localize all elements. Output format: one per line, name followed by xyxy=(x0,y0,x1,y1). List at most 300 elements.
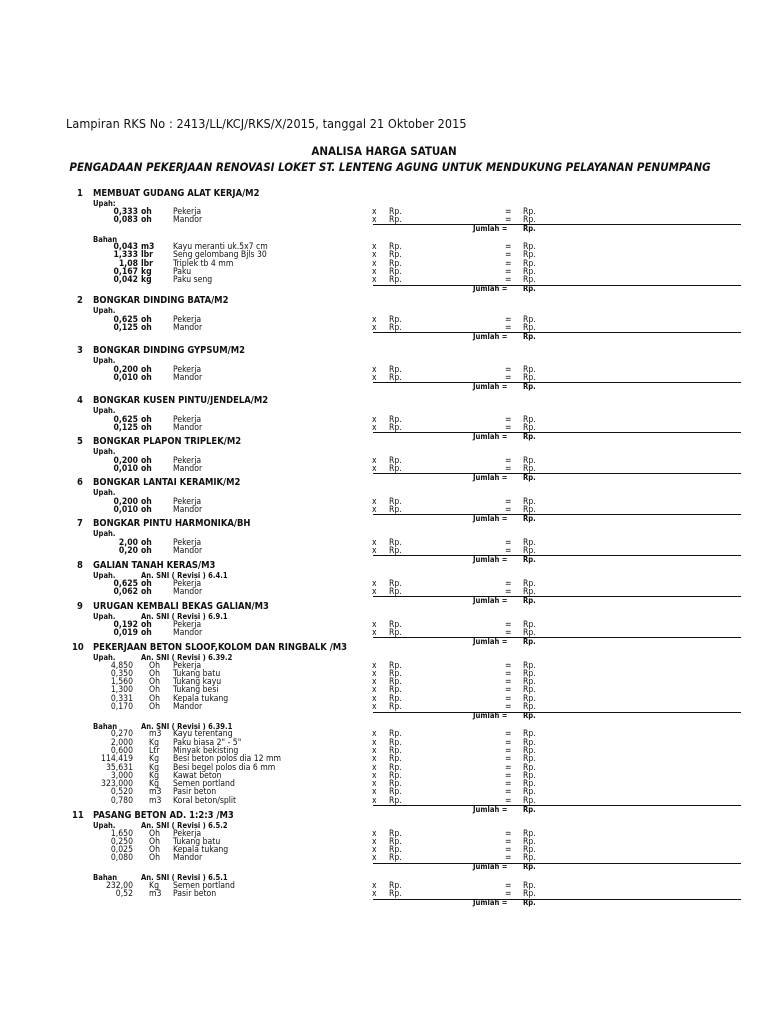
currency-label: Rp. xyxy=(389,754,402,765)
item-quantity: 0,025 xyxy=(110,845,133,856)
times-symbol: x xyxy=(372,845,377,856)
equals-symbol: = xyxy=(505,668,512,679)
currency-label: Rp. xyxy=(389,496,402,507)
total-label: Jumlah = xyxy=(473,284,508,294)
item-quantity: 1,300 xyxy=(110,685,133,696)
item-description: Pekerja xyxy=(173,414,202,425)
item-description: Pasir beton xyxy=(173,787,217,798)
currency-label: Rp. xyxy=(389,787,402,798)
item-description: Besi begel polos dia 6 mm xyxy=(173,762,276,773)
item-quantity: 1,650 xyxy=(110,828,133,839)
item-quantity: 1,08 xyxy=(118,258,138,269)
times-symbol: x xyxy=(372,214,377,225)
currency-label: Rp. xyxy=(389,314,402,325)
item-description: Tukang besi xyxy=(173,685,219,696)
currency-label: Rp. xyxy=(523,804,536,814)
currency-label: Rp. xyxy=(389,828,402,839)
section-title: URUGAN KEMBALI BEKAS GALIAN/M3 xyxy=(93,601,269,612)
times-symbol: x xyxy=(372,267,377,277)
currency-label: Rp. xyxy=(523,693,536,704)
currency-label: Rp. xyxy=(523,250,536,261)
sni-reference: An. SNI ( Revisi ) 6.39.2 xyxy=(141,653,233,662)
item-quantity: 0,20 xyxy=(118,545,138,556)
currency-label: Rp. xyxy=(523,779,536,790)
item-unit: Kg xyxy=(149,880,159,891)
equals-symbol: = xyxy=(505,267,512,277)
total-label: Jumlah = xyxy=(473,862,508,872)
equals-symbol: = xyxy=(505,889,512,899)
currency-label: Rp. xyxy=(389,242,402,253)
times-symbol: x xyxy=(372,414,377,425)
item-quantity: 0,270 xyxy=(110,729,133,740)
item-quantity: 0,520 xyxy=(110,787,133,798)
currency-label: Rp. xyxy=(523,545,536,556)
item-description: Pekerja xyxy=(173,455,202,466)
equals-symbol: = xyxy=(505,578,512,589)
item-description: Paku biasa 2" - 5" xyxy=(173,737,242,748)
currency-label: Rp. xyxy=(389,770,402,781)
sni-reference: An. SNI ( Revisi ) 6.4.1 xyxy=(141,571,228,580)
currency-label: Rp. xyxy=(523,636,536,646)
currency-label: Rp. xyxy=(523,619,536,630)
times-symbol: x xyxy=(372,693,377,704)
currency-label: Rp. xyxy=(389,702,402,712)
item-quantity: 1,333 xyxy=(113,250,138,261)
item-unit: oh xyxy=(141,455,152,466)
item-description: Kayu terentang xyxy=(173,729,233,740)
sum-line xyxy=(373,514,741,515)
item-quantity: 0,083 xyxy=(113,214,138,225)
sum-line xyxy=(373,805,741,806)
item-unit: Kg xyxy=(149,779,159,790)
currency-label: Rp. xyxy=(389,845,402,856)
currency-label: Rp. xyxy=(523,770,536,781)
section-title: BONGKAR LANTAI KERAMIK/M2 xyxy=(93,477,241,488)
equals-symbol: = xyxy=(505,745,512,756)
item-unit: Oh xyxy=(149,836,160,847)
item-unit: oh xyxy=(141,578,152,589)
item-quantity: 0,192 xyxy=(113,619,138,630)
item-quantity: 3,000 xyxy=(110,770,133,781)
item-unit: oh xyxy=(141,314,152,325)
item-description: Pekerja xyxy=(173,578,202,589)
times-symbol: x xyxy=(372,258,377,269)
item-quantity: 0,125 xyxy=(113,322,138,333)
item-unit: Kg xyxy=(149,737,159,748)
currency-label: Rp. xyxy=(389,372,402,383)
times-symbol: x xyxy=(372,250,377,261)
currency-label: Rp. xyxy=(523,897,536,907)
section-title: PASANG BETON AD. 1:2:3 /M3 xyxy=(93,810,234,821)
item-quantity: 0,200 xyxy=(113,496,138,507)
item-unit: Oh xyxy=(149,685,160,696)
equals-symbol: = xyxy=(505,242,512,253)
item-unit: Oh xyxy=(149,677,160,688)
currency-label: Rp. xyxy=(523,889,536,899)
item-description: Pekerja xyxy=(173,314,202,325)
currency-label: Rp. xyxy=(389,836,402,847)
times-symbol: x xyxy=(372,578,377,589)
equals-symbol: = xyxy=(505,779,512,790)
section-number: 3 xyxy=(77,345,83,356)
item-unit: oh xyxy=(141,364,152,375)
item-quantity: 2,000 xyxy=(110,737,133,748)
group-label: Upah. xyxy=(93,488,116,497)
currency-label: Rp. xyxy=(523,513,536,523)
times-symbol: x xyxy=(372,685,377,696)
times-symbol: x xyxy=(372,828,377,839)
currency-label: Rp. xyxy=(523,729,536,740)
item-description: Pekerja xyxy=(173,496,202,507)
item-description: Semen portland xyxy=(173,880,235,891)
sum-line xyxy=(373,224,741,225)
currency-label: Rp. xyxy=(523,322,536,333)
equals-symbol: = xyxy=(505,422,512,433)
times-symbol: x xyxy=(372,729,377,740)
equals-symbol: = xyxy=(505,586,512,597)
group-label: Upah. xyxy=(93,529,116,538)
item-quantity: 0,010 xyxy=(113,463,138,474)
currency-label: Rp. xyxy=(523,504,536,515)
times-symbol: x xyxy=(372,779,377,790)
equals-symbol: = xyxy=(505,537,512,548)
item-quantity: 0,167 xyxy=(113,267,138,277)
currency-label: Rp. xyxy=(523,496,536,507)
currency-label: Rp. xyxy=(523,258,536,269)
item-unit: m3 xyxy=(149,889,162,899)
total-label: Jumlah = xyxy=(473,897,508,907)
section-number: 1 xyxy=(77,188,83,199)
currency-label: Rp. xyxy=(389,745,402,756)
currency-label: Rp. xyxy=(523,745,536,756)
item-quantity: 2,00 xyxy=(118,537,138,548)
equals-symbol: = xyxy=(505,250,512,261)
item-unit: Oh xyxy=(149,845,160,856)
times-symbol: x xyxy=(372,745,377,756)
item-unit: oh xyxy=(141,586,152,597)
currency-label: Rp. xyxy=(523,627,536,638)
item-description: Pekerja xyxy=(173,828,202,839)
currency-label: Rp. xyxy=(389,853,402,864)
equals-symbol: = xyxy=(505,545,512,556)
equals-symbol: = xyxy=(505,685,512,696)
item-unit: oh xyxy=(141,545,152,556)
total-label: Jumlah = xyxy=(473,513,508,523)
equals-symbol: = xyxy=(505,845,512,856)
sum-line xyxy=(373,863,741,864)
equals-symbol: = xyxy=(505,693,512,704)
currency-label: Rp. xyxy=(523,880,536,891)
sum-line xyxy=(373,473,741,474)
currency-label: Rp. xyxy=(523,828,536,839)
currency-label: Rp. xyxy=(389,578,402,589)
section-number: 11 xyxy=(72,810,84,821)
group-label: Upah. xyxy=(93,821,116,830)
currency-label: Rp. xyxy=(389,668,402,679)
sum-line xyxy=(373,712,741,713)
sum-line xyxy=(373,596,741,597)
equals-symbol: = xyxy=(505,770,512,781)
equals-symbol: = xyxy=(505,258,512,269)
item-unit: Oh xyxy=(149,660,160,671)
times-symbol: x xyxy=(372,206,377,217)
equals-symbol: = xyxy=(505,463,512,474)
item-description: Besi beton polos dia 12 mm xyxy=(173,754,282,765)
item-quantity: 0,125 xyxy=(113,422,138,433)
currency-label: Rp. xyxy=(523,578,536,589)
item-description: Mandor xyxy=(173,463,203,474)
item-quantity: 0,080 xyxy=(110,853,133,864)
item-unit: m3 xyxy=(149,795,162,806)
item-unit: Oh xyxy=(149,668,160,679)
currency-label: Rp. xyxy=(389,627,402,638)
item-quantity: 4,850 xyxy=(110,660,133,671)
section-number: 4 xyxy=(77,395,83,406)
item-quantity: 0,010 xyxy=(113,372,138,383)
equals-symbol: = xyxy=(505,795,512,806)
section-number: 2 xyxy=(77,295,83,306)
item-description: Mandor xyxy=(173,214,203,225)
sni-reference: An. SNI ( Revisi ) 6.9.1 xyxy=(141,612,228,621)
item-quantity: 0,625 xyxy=(113,578,138,589)
document-title: ANALISA HARGA SATUAN xyxy=(311,144,457,158)
equals-symbol: = xyxy=(505,455,512,466)
total-label: Jumlah = xyxy=(473,331,508,341)
currency-label: Rp. xyxy=(523,685,536,696)
currency-label: Rp. xyxy=(389,880,402,891)
currency-label: Rp. xyxy=(389,737,402,748)
currency-label: Rp. xyxy=(523,836,536,847)
item-unit: m3 xyxy=(149,787,162,798)
equals-symbol: = xyxy=(505,729,512,740)
item-description: Kayu meranti uk.5x7 cm xyxy=(173,242,268,253)
total-label: Jumlah = xyxy=(473,710,508,720)
item-quantity: 35,631 xyxy=(105,762,133,773)
equals-symbol: = xyxy=(505,206,512,217)
item-description: Minyak bekisting xyxy=(173,745,239,756)
item-unit: oh xyxy=(141,537,152,548)
currency-label: Rp. xyxy=(523,787,536,798)
currency-label: Rp. xyxy=(389,322,402,333)
equals-symbol: = xyxy=(505,787,512,798)
item-quantity: 0,170 xyxy=(110,702,133,712)
item-description: Mandor xyxy=(173,322,203,333)
item-unit: Oh xyxy=(149,828,160,839)
sni-reference: An. SNI ( Revisi ) 6.5.1 xyxy=(141,873,228,883)
item-quantity: 0,600 xyxy=(110,745,133,756)
times-symbol: x xyxy=(372,770,377,781)
sni-reference: An. SNI ( Revisi ) 6.5.2 xyxy=(141,821,228,830)
equals-symbol: = xyxy=(505,322,512,333)
currency-label: Rp. xyxy=(523,754,536,765)
item-description: Paku seng xyxy=(173,275,213,286)
item-quantity: 0,042 xyxy=(113,275,138,286)
currency-label: Rp. xyxy=(523,455,536,466)
currency-label: Rp. xyxy=(523,586,536,597)
item-unit: Kg xyxy=(149,762,159,773)
group-label: Bahan xyxy=(93,234,118,244)
currency-label: Rp. xyxy=(523,275,536,286)
item-unit: Oh xyxy=(149,702,160,712)
item-description: Pekerja xyxy=(173,364,202,375)
item-unit: oh xyxy=(141,627,152,638)
item-description: Semen portland xyxy=(173,779,235,790)
currency-label: Rp. xyxy=(389,364,402,375)
equals-symbol: = xyxy=(505,214,512,225)
currency-label: Rp. xyxy=(523,414,536,425)
equals-symbol: = xyxy=(505,754,512,765)
item-description: Mandor xyxy=(173,545,203,556)
item-unit: kg xyxy=(141,275,152,286)
currency-label: Rp. xyxy=(523,862,536,872)
item-description: Mandor xyxy=(173,504,203,515)
currency-label: Rp. xyxy=(389,795,402,806)
times-symbol: x xyxy=(372,702,377,712)
currency-label: Rp. xyxy=(389,619,402,630)
equals-symbol: = xyxy=(505,880,512,891)
sum-line xyxy=(373,637,741,638)
equals-symbol: = xyxy=(505,627,512,638)
times-symbol: x xyxy=(372,322,377,333)
group-label: Upah. xyxy=(93,306,116,315)
currency-label: Rp. xyxy=(523,668,536,679)
sum-line xyxy=(373,432,741,433)
currency-label: Rp. xyxy=(523,314,536,325)
currency-label: Rp. xyxy=(523,223,536,233)
currency-label: Rp. xyxy=(523,537,536,548)
group-label: Upah. xyxy=(93,612,116,621)
equals-symbol: = xyxy=(505,504,512,515)
equals-symbol: = xyxy=(505,496,512,507)
item-quantity: 0,625 xyxy=(113,414,138,425)
item-description: Triplek tb 4 mm xyxy=(173,258,234,269)
equals-symbol: = xyxy=(505,619,512,630)
item-unit: Ltr xyxy=(149,745,160,756)
currency-label: Rp. xyxy=(523,710,536,720)
times-symbol: x xyxy=(372,537,377,548)
times-symbol: x xyxy=(372,364,377,375)
sum-line xyxy=(373,555,741,556)
section-title: BONGKAR KUSEN PINTU/JENDELA/M2 xyxy=(93,395,269,406)
group-label: Upah. xyxy=(93,356,116,365)
currency-label: Rp. xyxy=(523,372,536,383)
currency-label: Rp. xyxy=(389,504,402,515)
equals-symbol: = xyxy=(505,314,512,325)
item-description: Mandor xyxy=(173,702,203,712)
section-number: 8 xyxy=(77,560,83,571)
currency-label: Rp. xyxy=(523,364,536,375)
total-label: Jumlah = xyxy=(473,636,508,646)
times-symbol: x xyxy=(372,314,377,325)
reference-line: Lampiran RKS No : 2413/LL/KCJ/RKS/X/2015, tanggal 21 Oktober 2015 xyxy=(66,116,467,131)
times-symbol: x xyxy=(372,242,377,253)
currency-label: Rp. xyxy=(523,267,536,277)
currency-label: Rp. xyxy=(389,250,402,261)
currency-label: Rp. xyxy=(389,214,402,225)
item-unit: oh xyxy=(141,414,152,425)
total-label: Jumlah = xyxy=(473,472,508,482)
section-number: 10 xyxy=(72,642,84,653)
currency-label: Rp. xyxy=(389,455,402,466)
item-unit: oh xyxy=(141,496,152,507)
group-label: Bahan xyxy=(93,873,118,883)
equals-symbol: = xyxy=(505,275,512,286)
group-label: Upah. xyxy=(93,447,116,456)
item-unit: lbr xyxy=(141,250,153,261)
times-symbol: x xyxy=(372,627,377,638)
item-unit: oh xyxy=(141,463,152,474)
currency-label: Rp. xyxy=(523,472,536,482)
equals-symbol: = xyxy=(505,836,512,847)
item-quantity: 0,010 xyxy=(113,504,138,515)
section-title: BONGKAR DINDING GYPSUM/M2 xyxy=(93,345,245,356)
currency-label: Rp. xyxy=(523,762,536,773)
currency-label: Rp. xyxy=(389,889,402,899)
item-quantity: 0,350 xyxy=(110,668,133,679)
section-number: 9 xyxy=(77,601,83,612)
times-symbol: x xyxy=(372,787,377,798)
group-label: Upah: xyxy=(93,199,116,208)
equals-symbol: = xyxy=(505,677,512,688)
total-label: Jumlah = xyxy=(473,381,508,391)
sum-line xyxy=(373,285,741,286)
item-quantity: 323,000 xyxy=(101,779,133,790)
item-description: Koral beton/split xyxy=(173,795,237,806)
item-quantity: 0,52 xyxy=(115,889,133,899)
currency-label: Rp. xyxy=(523,845,536,856)
item-description: Mandor xyxy=(173,422,203,433)
currency-label: Rp. xyxy=(523,554,536,564)
item-quantity: 114,419 xyxy=(101,754,133,765)
item-description: Tukang kayu xyxy=(173,677,222,688)
times-symbol: x xyxy=(372,372,377,383)
currency-label: Rp. xyxy=(523,381,536,391)
total-label: Jumlah = xyxy=(473,431,508,441)
item-quantity: 0,780 xyxy=(110,795,133,806)
item-description: Tukang batu xyxy=(173,668,221,679)
times-symbol: x xyxy=(372,880,377,891)
times-symbol: x xyxy=(372,619,377,630)
currency-label: Rp. xyxy=(389,660,402,671)
item-description: Seng gelombang Bjls 30 xyxy=(173,250,267,261)
currency-label: Rp. xyxy=(523,463,536,474)
item-description: Kepala tukang xyxy=(173,845,229,856)
currency-label: Rp. xyxy=(523,206,536,217)
section-title: BONGKAR DINDING BATA/M2 xyxy=(93,295,229,306)
section-title: BONGKAR PINTU HARMONIKA/BH xyxy=(93,518,251,529)
item-quantity: 0,333 xyxy=(113,206,138,217)
section-number: 5 xyxy=(77,436,83,447)
item-unit: lbr xyxy=(141,258,153,269)
currency-label: Rp. xyxy=(389,275,402,286)
total-label: Jumlah = xyxy=(473,804,508,814)
currency-label: Rp. xyxy=(523,853,536,864)
equals-symbol: = xyxy=(505,828,512,839)
item-description: Pekerja xyxy=(173,537,202,548)
currency-label: Rp. xyxy=(523,737,536,748)
currency-label: Rp. xyxy=(523,595,536,605)
currency-label: Rp. xyxy=(389,677,402,688)
item-description: Pasir beton xyxy=(173,889,217,899)
currency-label: Rp. xyxy=(389,685,402,696)
section-number: 7 xyxy=(77,518,83,529)
group-label: Upah. xyxy=(93,406,116,415)
section-title: BONGKAR PLAPON TRIPLEK/M2 xyxy=(93,436,242,447)
times-symbol: x xyxy=(372,660,377,671)
currency-label: Rp. xyxy=(389,693,402,704)
currency-label: Rp. xyxy=(523,677,536,688)
currency-label: Rp. xyxy=(523,702,536,712)
